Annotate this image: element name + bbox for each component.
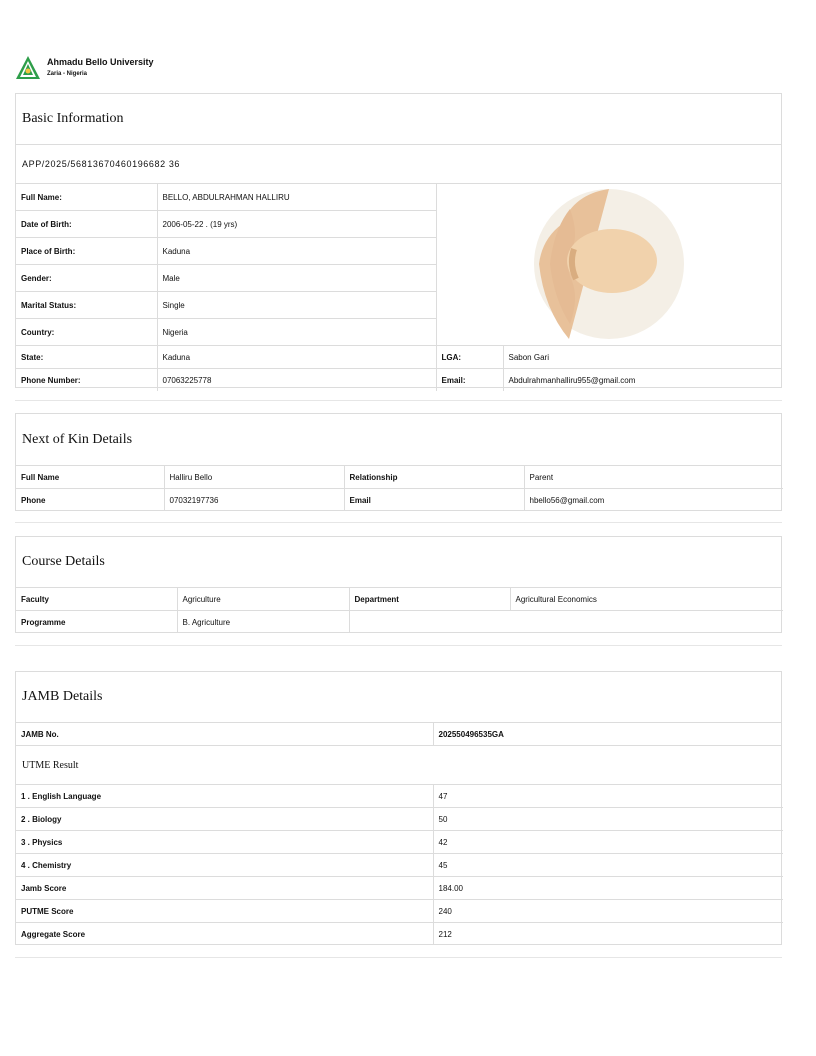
next-of-kin-title: Next of Kin Details bbox=[16, 414, 781, 466]
kin-phone-value: 07032197736 bbox=[164, 489, 344, 512]
section-divider bbox=[15, 400, 782, 401]
lga-label: LGA: bbox=[436, 346, 503, 369]
result-score: 47 bbox=[433, 785, 783, 808]
result-subject: 4 . Chemistry bbox=[16, 854, 433, 877]
programme-empty-cell bbox=[349, 611, 783, 634]
kin-relationship-value: Parent bbox=[524, 466, 783, 489]
putme-score-label: PUTME Score bbox=[16, 900, 433, 923]
next-of-kin-table bbox=[16, 466, 783, 511]
kin-relationship-label: Relationship bbox=[344, 466, 524, 489]
basic-information-table bbox=[16, 184, 781, 391]
faculty-value: Agriculture bbox=[177, 588, 349, 611]
result-score: 50 bbox=[433, 808, 783, 831]
programme-label: Programme bbox=[16, 611, 177, 634]
marital-status-label: Marital Status: bbox=[16, 292, 157, 319]
department-value: Agricultural Economics bbox=[510, 588, 783, 611]
full-name-label: Full Name: bbox=[16, 184, 157, 211]
kin-name-value: Halliru Bello bbox=[164, 466, 344, 489]
university-name: Ahmadu Bello University bbox=[47, 57, 154, 67]
result-subject: 1 . English Language bbox=[16, 785, 433, 808]
kin-email-value: hbello56@gmail.com bbox=[524, 489, 783, 512]
result-score: 42 bbox=[433, 831, 783, 854]
basic-information-title: Basic Information bbox=[16, 94, 781, 145]
putme-score-value: 240 bbox=[433, 900, 783, 923]
jamb-details-card bbox=[15, 671, 782, 945]
aggregate-score-value: 212 bbox=[433, 923, 783, 946]
country-label: Country: bbox=[16, 319, 157, 346]
state-value: Kaduna bbox=[157, 346, 436, 369]
pob-label: Place of Birth: bbox=[16, 238, 157, 265]
kin-name-label: Full Name bbox=[16, 466, 164, 489]
course-details-table bbox=[16, 588, 783, 633]
section-divider bbox=[15, 522, 782, 523]
result-score: 45 bbox=[433, 854, 783, 877]
basic-information-card bbox=[15, 93, 782, 388]
passport-photo bbox=[534, 189, 684, 339]
programme-value: B. Agriculture bbox=[177, 611, 349, 634]
lga-value: Sabon Gari bbox=[503, 346, 781, 369]
photo-cell bbox=[436, 184, 781, 346]
dob-label: Date of Birth: bbox=[16, 211, 157, 238]
kin-email-label: Email bbox=[344, 489, 524, 512]
jamb-score-label: Jamb Score bbox=[16, 877, 433, 900]
email-value: Abdulrahmanhalliru955@gmail.com bbox=[503, 369, 781, 392]
university-crest-icon bbox=[15, 55, 41, 81]
section-divider bbox=[15, 957, 782, 958]
dob-value: 2006-05-22 . (19 yrs) bbox=[157, 211, 436, 238]
email-label: Email: bbox=[436, 369, 503, 392]
application-number: APP/2025/56813670460196682 36 bbox=[16, 145, 781, 184]
jamb-no-value: 202550496535GA bbox=[433, 723, 783, 745]
jamb-number-table bbox=[16, 723, 783, 745]
utme-results-table bbox=[16, 785, 783, 945]
course-details-card bbox=[15, 536, 782, 633]
country-value: Nigeria bbox=[157, 319, 436, 346]
university-location: Zaria - Nigeria bbox=[47, 71, 88, 77]
next-of-kin-card bbox=[15, 413, 782, 511]
phone-value: 07063225778 bbox=[157, 369, 436, 392]
gender-value: Male bbox=[157, 265, 436, 292]
full-name-value: BELLO, ABDULRAHMAN HALLIRU bbox=[157, 184, 436, 211]
utme-result-title: UTME Result bbox=[16, 745, 781, 785]
result-subject: 2 . Biology bbox=[16, 808, 433, 831]
page-header bbox=[15, 54, 154, 82]
gender-label: Gender: bbox=[16, 265, 157, 292]
marital-status-value: Single bbox=[157, 292, 436, 319]
result-subject: 3 . Physics bbox=[16, 831, 433, 854]
state-label: State: bbox=[16, 346, 157, 369]
aggregate-score-label: Aggregate Score bbox=[16, 923, 433, 946]
phone-label: Phone Number: bbox=[16, 369, 157, 392]
jamb-score-value: 184.00 bbox=[433, 877, 783, 900]
pob-value: Kaduna bbox=[157, 238, 436, 265]
section-divider bbox=[15, 645, 782, 646]
department-label: Department bbox=[349, 588, 510, 611]
jamb-no-label: JAMB No. bbox=[16, 723, 433, 745]
kin-phone-label: Phone bbox=[16, 489, 164, 512]
jamb-details-title: JAMB Details bbox=[16, 672, 781, 723]
faculty-label: Faculty bbox=[16, 588, 177, 611]
course-details-title: Course Details bbox=[16, 537, 781, 588]
